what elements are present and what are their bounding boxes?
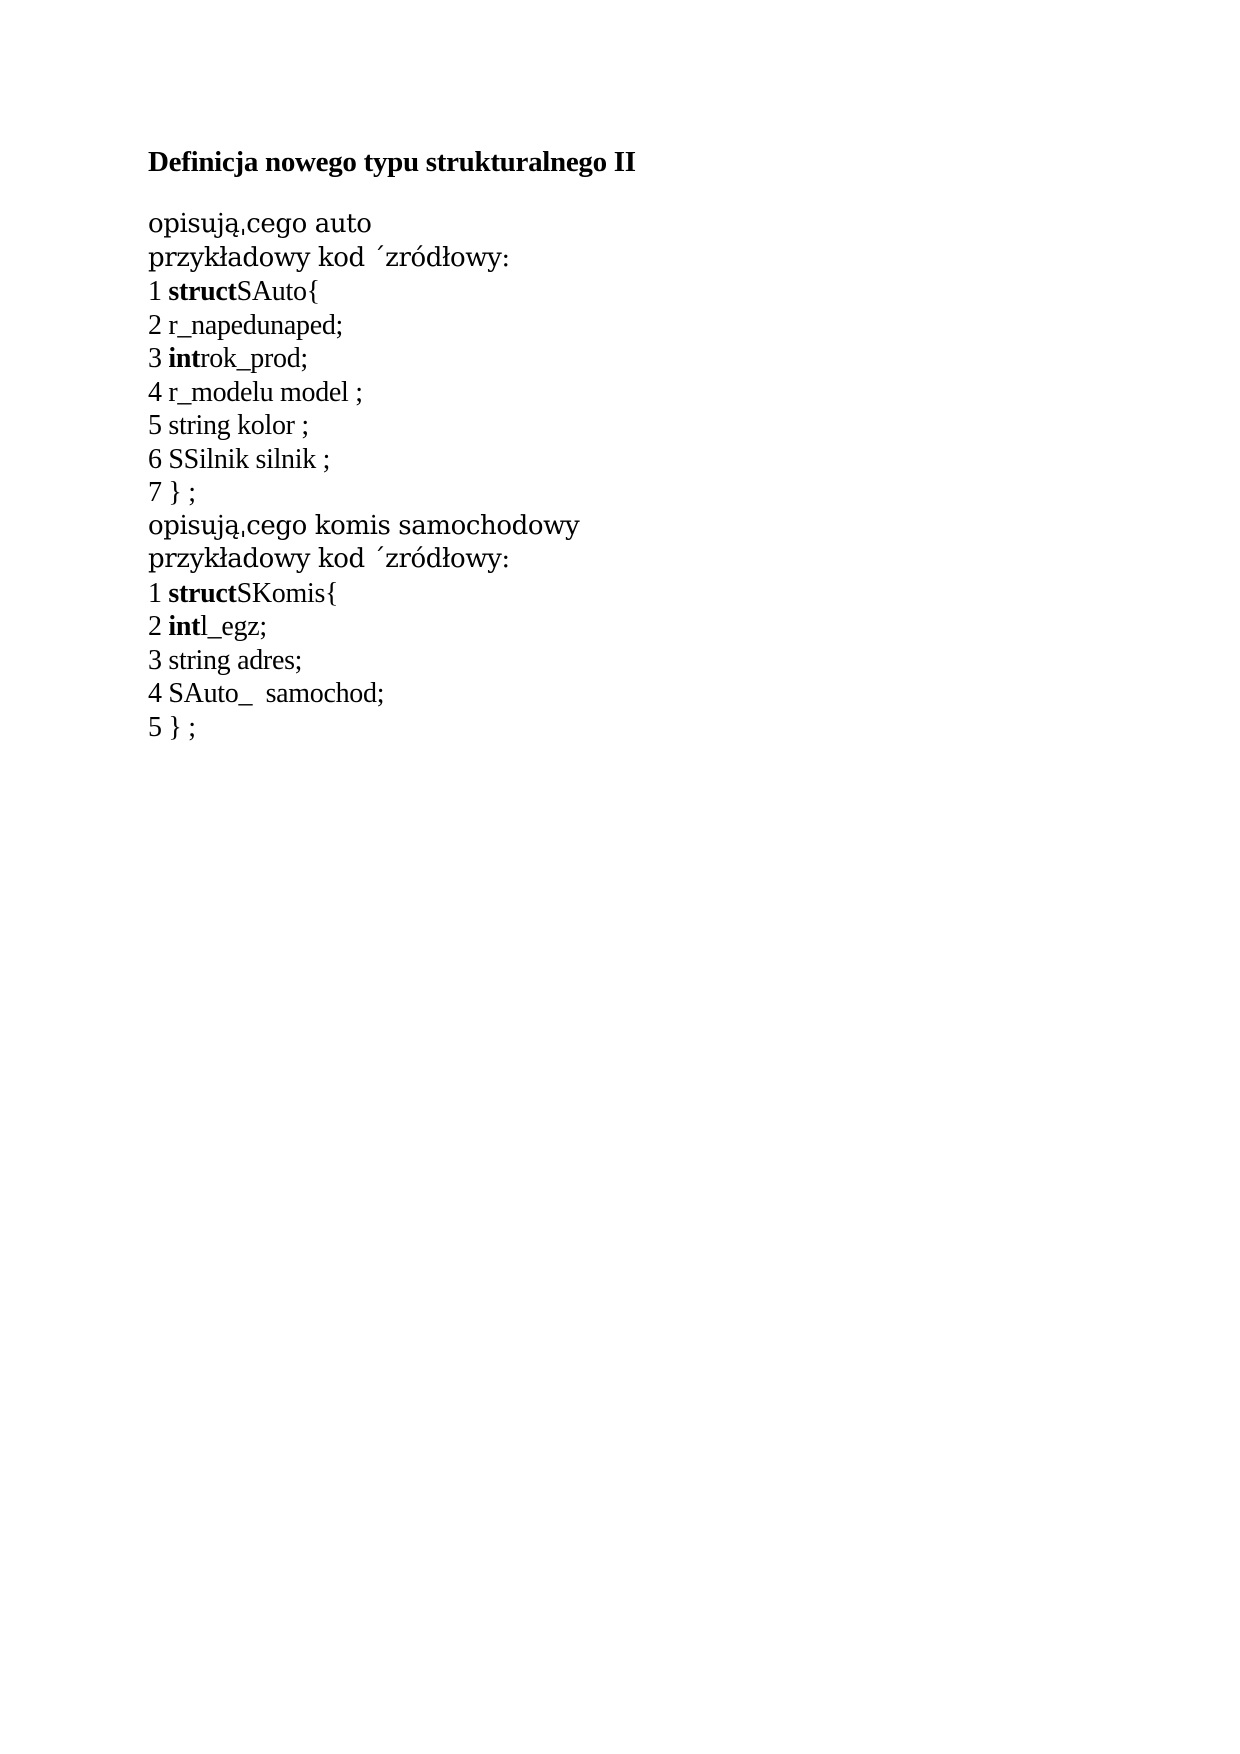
code-text: r_napedunaped;: [168, 309, 344, 341]
line-number: 3: [148, 343, 162, 374]
code-text: SAuto_ samochod;: [168, 678, 385, 709]
section-auto: [148, 208, 1148, 510]
section-intro: opisująˌcego komis samochodowy: [148, 510, 580, 541]
document-content: [148, 142, 1148, 744]
line-number: 4: [148, 376, 162, 408]
code-text: rok_prod;: [200, 343, 308, 374]
code-keyword: struct: [168, 276, 237, 307]
code-line: [148, 342, 1148, 376]
line-number: 2: [148, 309, 162, 341]
section-intro: opisująˌcego auto: [148, 209, 372, 239]
code-line: [148, 476, 1148, 510]
code-text: SAuto{: [236, 276, 320, 307]
line-number: 7: [148, 477, 162, 508]
code-caption: przykładowy kod ´zródłowy:: [148, 544, 510, 574]
code-line: [148, 275, 1148, 309]
code-line: [148, 711, 1148, 745]
code-text: l_egz;: [200, 611, 267, 642]
line-number: 6: [148, 443, 162, 475]
code-line: [148, 376, 1148, 410]
code-text: string kolor ;: [168, 410, 309, 441]
code-line: [148, 644, 1148, 678]
code-text: string adres;: [168, 644, 303, 676]
code-text: SKomis{: [236, 577, 339, 609]
line-number: 4: [148, 678, 162, 709]
page-title: Definicja nowego typu strukturalnego II: [148, 146, 636, 178]
section-komis: [148, 510, 1148, 745]
code-keyword: int: [168, 343, 201, 374]
code-text: } ;: [168, 711, 196, 743]
line-number: 5: [148, 711, 162, 743]
code-text: } ;: [168, 477, 196, 508]
code-caption: przykładowy kod ´zródłowy:: [148, 242, 510, 273]
code-line: [148, 443, 1148, 477]
code-line: [148, 309, 1148, 343]
line-number: 1: [148, 276, 162, 307]
code-line: [148, 677, 1148, 711]
code-text: r_modelu model ;: [168, 376, 363, 408]
code-keyword: struct: [168, 577, 237, 609]
code-line: [148, 577, 1148, 611]
line-number: 2: [148, 611, 162, 642]
code-keyword: int: [168, 611, 201, 642]
line-number: 5: [148, 410, 162, 441]
code-line: [148, 610, 1148, 644]
code-text: SSilnik silnik ;: [168, 443, 331, 475]
line-number: 3: [148, 644, 162, 676]
line-number: 1: [148, 577, 162, 609]
code-line: [148, 409, 1148, 443]
